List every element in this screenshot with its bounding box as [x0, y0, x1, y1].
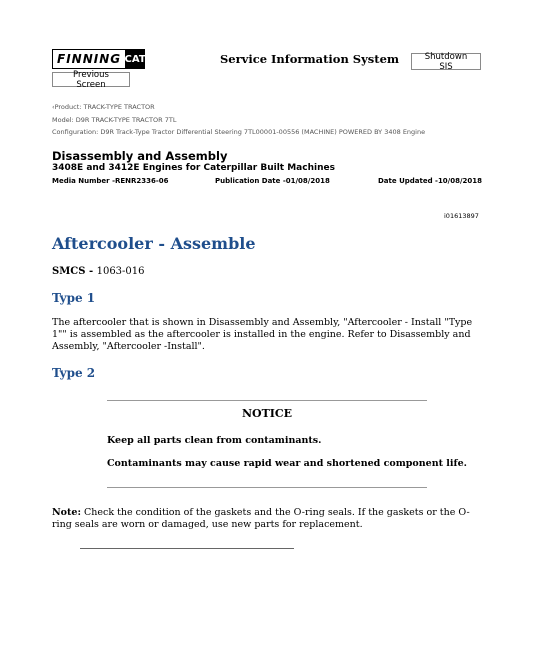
- configuration-info: Configuration: D9R Track-Type Tractor Differential Steering 7TL00001-00556 (MACHINE) POWERED BY 3408 Engine: [52, 128, 426, 136]
- finning-cat-logo: [52, 49, 145, 69]
- note-text: Check the condition of the gaskets and the O-ring seals. If the gaskets or the O-ring seals are worn or damaged, use new parts for replacement.: [52, 507, 470, 530]
- note-label: Note:: [52, 507, 81, 518]
- type1-paragraph: The aftercooler that is shown in Disassembly and Assembly, "Aftercooler - Install "Type 1"" is assembled as the aftercooler is installed in the engine. Refer to Disassembly and Assembly, "Aftercooler -Install".: [52, 317, 473, 352]
- notice-line-1: Keep all parts clean from contaminants.: [107, 435, 322, 446]
- previous-screen-button[interactable]: Previous Screen: [52, 72, 130, 87]
- notice-top-divider: [107, 400, 427, 401]
- shutdown-sis-button[interactable]: Shutdown SIS: [411, 53, 481, 70]
- model-info: Model: D9R TRACK-TYPE TRACTOR 7TL: [52, 116, 177, 124]
- notice-line-2: Contaminants may cause rapid wear and shortened component life.: [107, 458, 467, 469]
- smcs-value: 1063-016: [96, 266, 145, 277]
- page-heading: Aftercooler - Assemble: [52, 234, 256, 253]
- app-title: Service Information System: [220, 52, 400, 66]
- end-divider: [80, 548, 294, 549]
- media-number: Media Number -RENR2336-06: [52, 177, 169, 185]
- type1-heading: Type 1: [52, 291, 96, 305]
- smcs-code: [52, 266, 145, 277]
- date-updated: Date Updated -10/08/2018: [378, 177, 483, 185]
- document-subtitle: 3408E and 3412E Engines for Caterpillar Built Machines: [52, 163, 335, 173]
- document-title: Disassembly and Assembly: [52, 149, 228, 163]
- smcs-label: SMCS -: [52, 266, 97, 277]
- cat-logo-badge: [125, 49, 145, 69]
- type2-heading: Type 2: [52, 366, 96, 380]
- product-link[interactable]: ‹Product: TRACK-TYPE TRACTOR: [52, 103, 155, 111]
- publication-date: Publication Date -01/08/2018: [215, 177, 330, 185]
- cat-logo-text: CAT: [124, 53, 146, 65]
- notice-bottom-divider: [107, 487, 427, 488]
- illustration-id: i01613897: [444, 212, 479, 220]
- notice-title: NOTICE: [241, 407, 293, 420]
- finning-logo-text: FINNING: [52, 49, 125, 69]
- note-paragraph: [52, 507, 482, 531]
